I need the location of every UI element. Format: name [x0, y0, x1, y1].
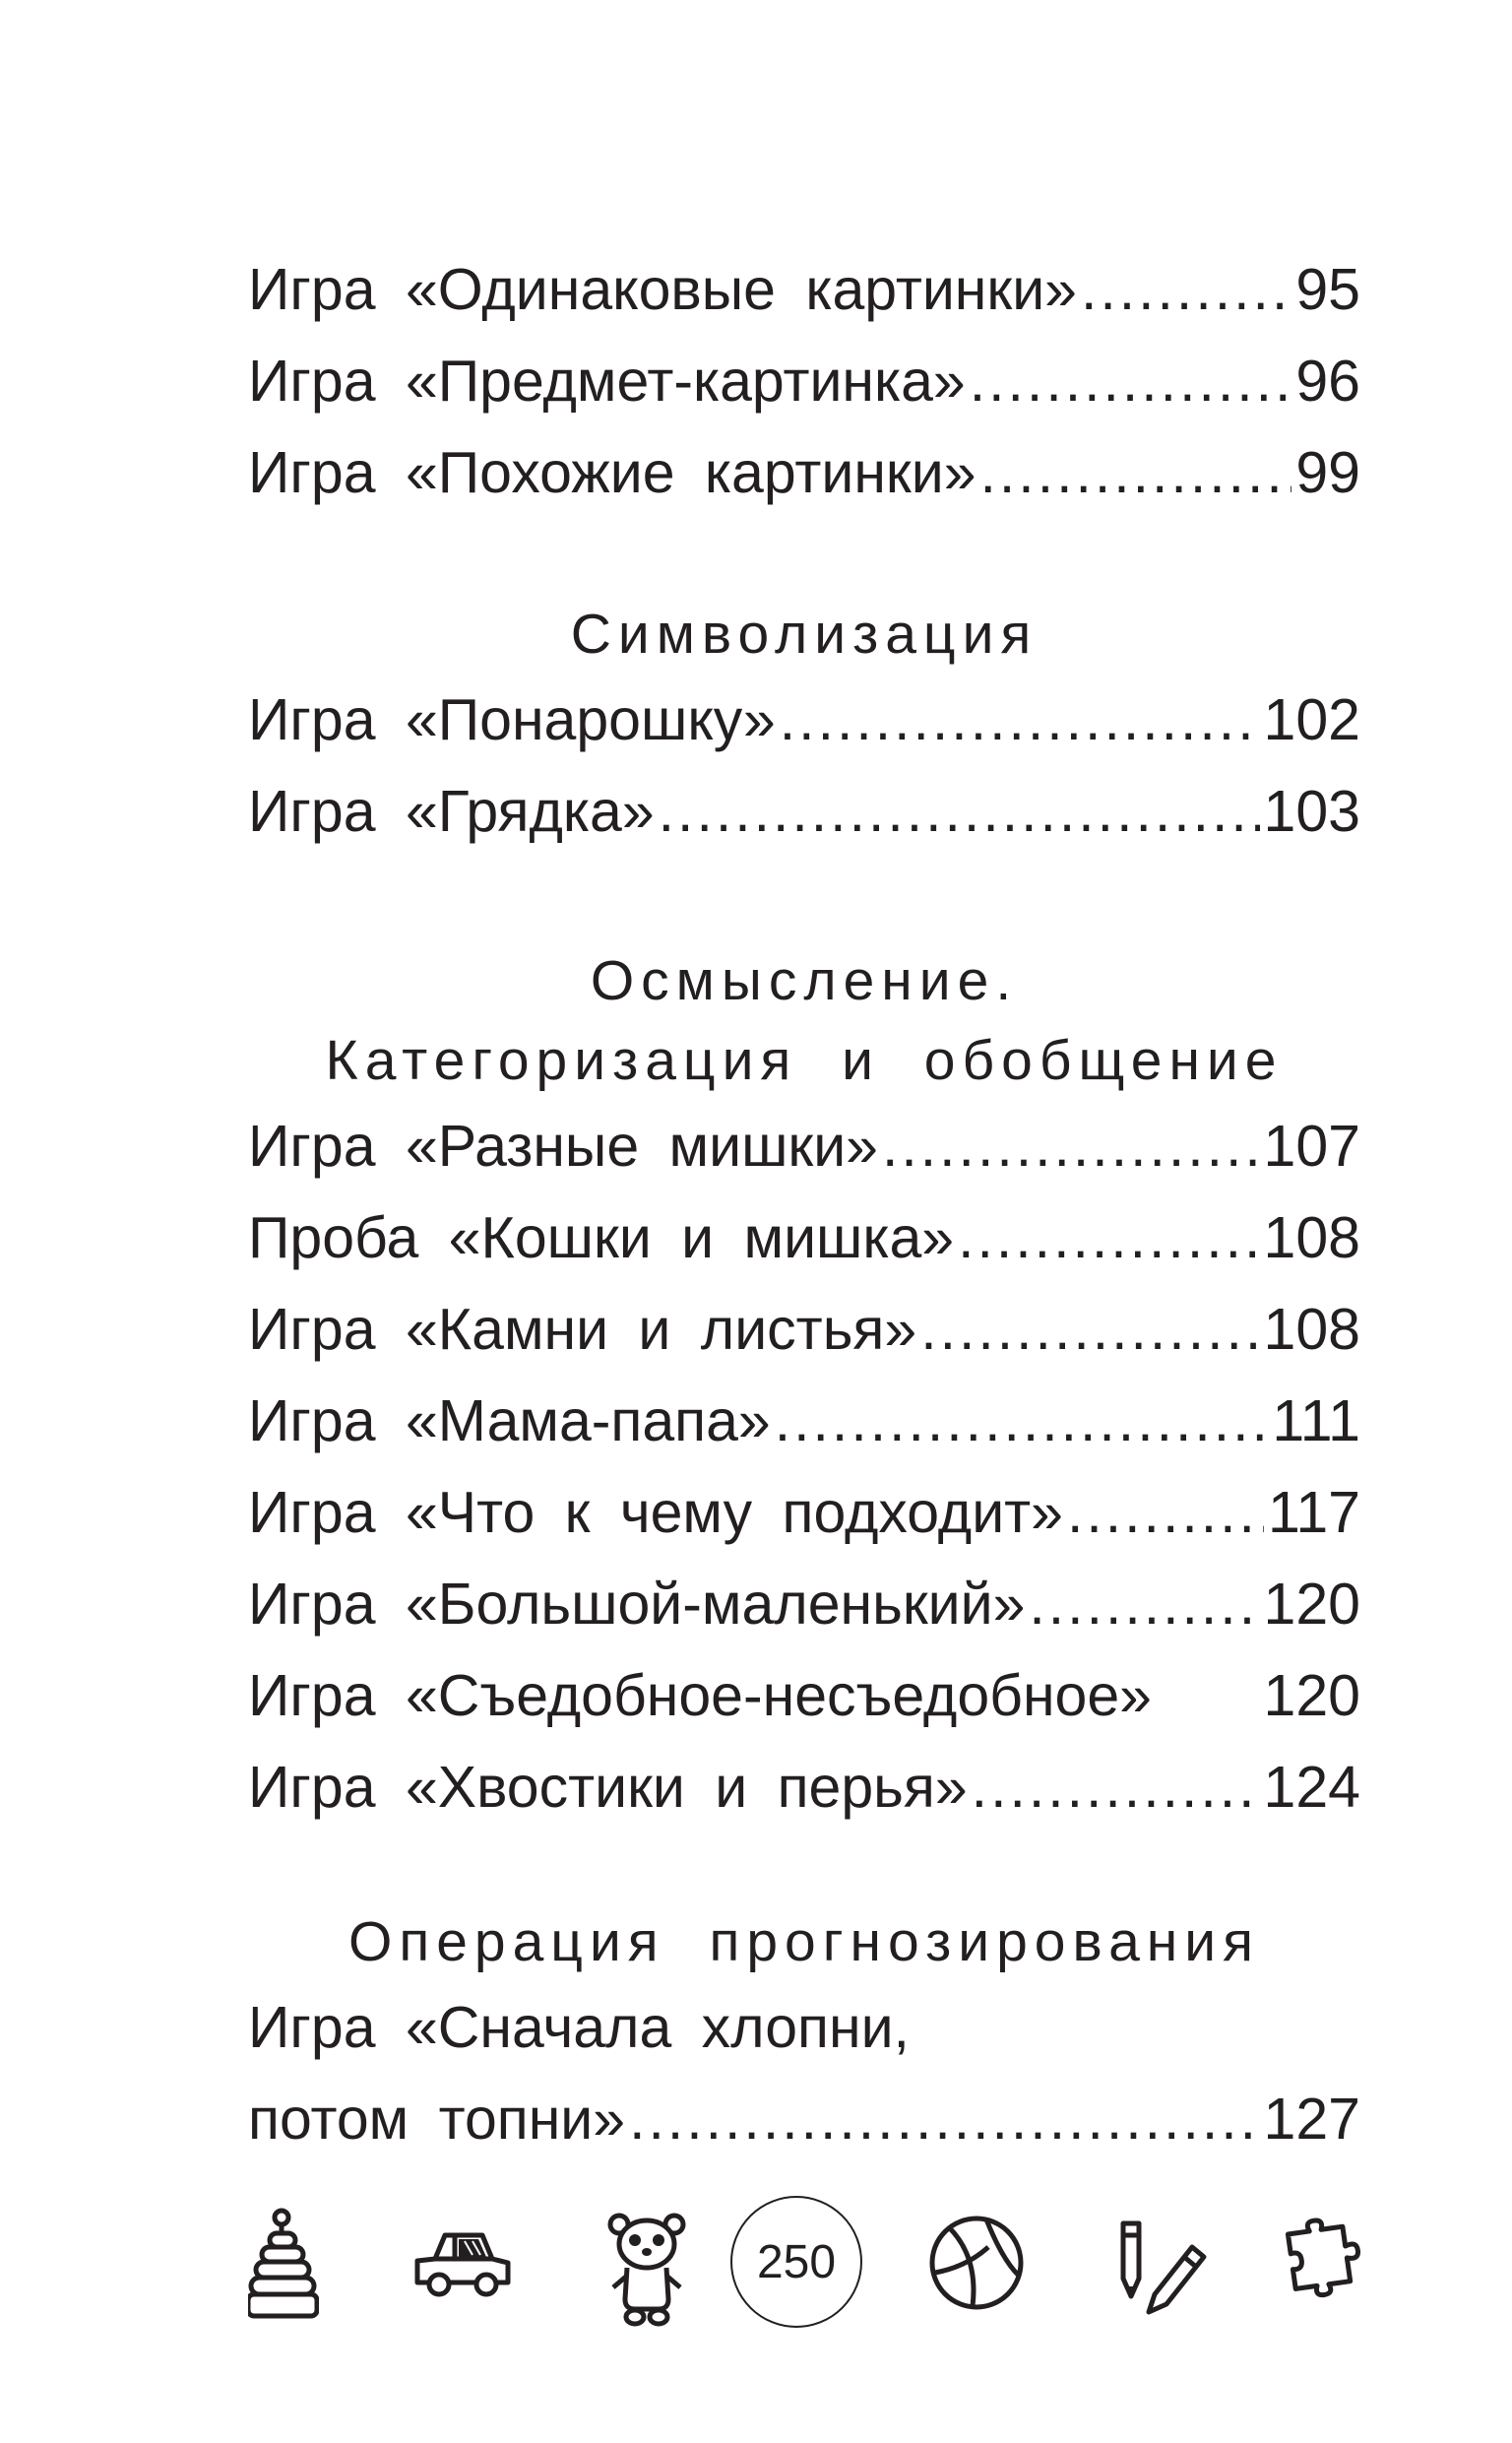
pyramid-toy-icon: [248, 2208, 319, 2324]
toc-entry[interactable]: [248, 1559, 1360, 1650]
entry-title-line1: Игра «Сначала хлопни,: [248, 1995, 910, 2060]
entry-page: 120: [1263, 1663, 1360, 1728]
entry-page: 120: [1263, 1572, 1360, 1637]
entry-page: 96: [1295, 349, 1360, 414]
entry-title: Игра «Хвостики и перья»: [248, 1755, 968, 1820]
section-heading: Категоризация и обобщение: [325, 1029, 1284, 1092]
entry-title-line2: потом топни»: [248, 2087, 626, 2152]
page-number: 250: [730, 2196, 862, 2328]
toc-entry[interactable]: [248, 1284, 1360, 1376]
dot-leader: [659, 766, 1260, 858]
dot-leader: [920, 1284, 1259, 1376]
entry-title: Игра «Мама-папа»: [248, 1388, 771, 1453]
toc-entry[interactable]: [248, 1982, 1360, 2165]
entry-title: Игра «Похожие картинки»: [248, 440, 976, 505]
entry-page: 111: [1272, 1388, 1360, 1453]
entry-page: 107: [1263, 1114, 1360, 1179]
teddy-bear-icon: [607, 2211, 686, 2329]
dot-leader: [780, 675, 1260, 766]
toy-car-icon: [413, 2225, 512, 2304]
entry-page: 108: [1263, 1297, 1360, 1362]
toc-entry[interactable]: [248, 675, 1360, 766]
toc-entry[interactable]: [248, 244, 1360, 336]
toc-entry[interactable]: [248, 1742, 1360, 1833]
entry-title: Игра «Съедобное-несъедобное»: [248, 1663, 1152, 1728]
dot-leader: [775, 1376, 1269, 1467]
entry-page: 117: [1267, 1480, 1360, 1545]
entry-title: Игра «Предмет-картинка»: [248, 349, 966, 414]
entry-title: Игра «Одинаковые картинки»: [248, 257, 1077, 322]
dot-leader: [1081, 244, 1292, 336]
entry-page: 103: [1263, 779, 1360, 844]
entry-title: Игра «Что к чему подходит»: [248, 1480, 1063, 1545]
dot-leader: [629, 2074, 1259, 2165]
entry-page: 108: [1263, 1205, 1360, 1270]
toc-entry[interactable]: [248, 766, 1360, 858]
entry-page: 95: [1295, 257, 1360, 322]
entry-page: 124: [1263, 1755, 1360, 1820]
dot-leader: [1029, 1559, 1259, 1650]
section-heading: Символизация: [570, 603, 1039, 666]
dot-leader: [958, 1192, 1259, 1284]
ball-icon: [927, 2214, 1026, 2312]
toc-entry[interactable]: [248, 1376, 1360, 1467]
entry-page: 99: [1295, 440, 1360, 505]
entry-title: Игра «Большой-маленький»: [248, 1572, 1026, 1637]
dot-leader: [980, 427, 1292, 519]
entry-title: Проба «Кошки и мишка»: [248, 1205, 955, 1270]
puzzle-piece-icon: [1286, 2218, 1364, 2306]
entry-title: Игра «Разные мишки»: [248, 1114, 878, 1179]
dot-leader: [1067, 1467, 1264, 1559]
toc-entry[interactable]: [248, 1650, 1360, 1742]
toc-entry[interactable]: [248, 427, 1360, 519]
toc-entry[interactable]: [248, 1192, 1360, 1284]
toc-entry[interactable]: [248, 1467, 1360, 1559]
page-footer: [248, 2196, 1360, 2344]
dot-leader: [970, 336, 1292, 427]
section-heading: Операция прогнозирования: [348, 1910, 1260, 1973]
entry-title: Игра «Грядка»: [248, 779, 655, 844]
entry-page: 102: [1263, 687, 1360, 752]
entry-title: Игра «Камни и листья»: [248, 1297, 917, 1362]
entry-title: Игра «Понарошку»: [248, 687, 776, 752]
section-heading: Осмысление.: [590, 949, 1019, 1012]
entry-page: 127: [1263, 2087, 1360, 2152]
toc-entry[interactable]: [248, 336, 1360, 427]
pencils-icon: [1109, 2218, 1208, 2316]
dot-leader: [882, 1101, 1260, 1192]
dot-leader: [972, 1742, 1260, 1833]
toc-entry[interactable]: [248, 1101, 1360, 1192]
table-of-contents: [248, 244, 1360, 2165]
